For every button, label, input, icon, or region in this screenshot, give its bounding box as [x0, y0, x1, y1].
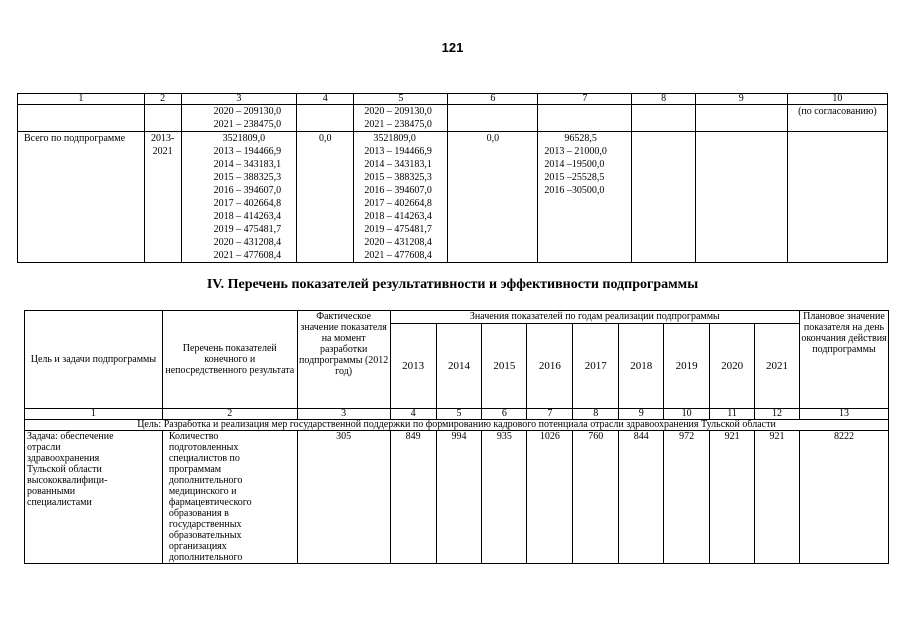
local-amount-cell: 0,0	[448, 132, 538, 263]
year-header: 2021	[755, 324, 800, 409]
total-label: Всего по подпрограмме	[18, 132, 145, 263]
year-header: 2020	[710, 324, 755, 409]
indicators-table	[24, 310, 889, 564]
year-header: 2016	[527, 324, 573, 409]
year-header: 2019	[664, 324, 710, 409]
year-header: 2015	[482, 324, 527, 409]
year-value: 921	[755, 431, 800, 564]
year-header: 2013	[390, 324, 436, 409]
values-by-year-header: Значения показателей по годам реализации подпрограммы	[390, 311, 799, 324]
col-number: 3	[181, 94, 297, 105]
year-header: 2018	[619, 324, 664, 409]
page-number: 121	[441, 40, 464, 55]
col-number: 6	[448, 94, 538, 105]
agreement-note: (по согласованию)	[787, 105, 887, 132]
planned-value: 8222	[799, 431, 888, 564]
planned-value-header: Плановое значение показателя на день окончания действия подпрограммы	[799, 311, 888, 409]
header-row	[25, 311, 889, 324]
indicators-header: Перечень показателей конечного и непосредственного результата	[162, 311, 297, 409]
extrabudget-amounts-cell: 96528,5 2013 – 21000,0 2014 –19500,0 2015 –25528,5 2016 –30500,0	[538, 132, 632, 263]
col-number: 7	[538, 94, 632, 105]
year-value: 994	[436, 431, 482, 564]
indicator-cell: Количество подготовленных специалистов по программам дополнительного медицинского и фармацевтического образования в государственных образовательных организациях дополнительного	[162, 431, 297, 564]
federal-amount-cell: 0,0	[297, 132, 354, 263]
col-number: 10	[787, 94, 887, 105]
col-number: 5	[354, 94, 448, 105]
year-value: 935	[482, 431, 527, 564]
task-cell: Задача: обеспечение отрасли здравоохранения Тульской области высококвалифици- рованными специалистами	[25, 431, 163, 564]
year-value: 844	[619, 431, 664, 564]
goal-text: Цель: Разработка и реализация мер государственной поддержки по формированию кадрового потенциала отрасли здравоохранения Тульской области	[25, 420, 889, 431]
column-number-row	[18, 94, 888, 105]
section-title: IV. Перечень показателей результативности и эффективности подпрограммы	[206, 277, 699, 292]
funding-table	[17, 93, 888, 263]
year-value: 921	[710, 431, 755, 564]
total-by-year-cell: 2020 – 209130,0 2021 – 238475,0	[181, 105, 297, 132]
year-value: 760	[573, 431, 619, 564]
goal-tasks-header: Цель и задачи подпрограммы	[25, 311, 163, 409]
table-row	[18, 132, 888, 263]
year-value: 849	[390, 431, 436, 564]
table-row	[18, 105, 888, 132]
total-amounts-cell: 3521809,0 2013 – 194466,9 2014 – 343183,1 2015 – 388325,3 2016 – 394607,0 2017 – 402664,8 2018 – 414263,4 2019 – 475481,7 2020 – 431208,4 2021 – 477608,4	[181, 132, 297, 263]
regional-amounts-cell: 3521809,0 2013 – 194466,9 2014 – 343183,1 2015 – 388325,3 2016 – 394607,0 2017 – 402664,8 2018 – 414263,4 2019 – 475481,7 2020 – 431208,4 2021 – 477608,4	[354, 132, 448, 263]
actual-value-header: Фактическое значение показателя на момент разработки подпрограммы (2012 год)	[297, 311, 390, 409]
col-number: 9	[695, 94, 787, 105]
budget-by-year-cell: 2020 – 209130,0 2021 – 238475,0	[354, 105, 448, 132]
col-number: 1	[18, 94, 145, 105]
table-row	[25, 431, 889, 564]
col-number: 4	[297, 94, 354, 105]
column-number-row: 1 2 3 4 5 6 7 8 9 10 11 12 13	[25, 409, 889, 420]
col-number: 8	[632, 94, 695, 105]
period-cell: 2013- 2021	[144, 132, 181, 263]
actual-value: 305	[297, 431, 390, 564]
year-value: 1026	[527, 431, 573, 564]
year-value: 972	[664, 431, 710, 564]
col-number: 2	[144, 94, 181, 105]
year-header: 2014	[436, 324, 482, 409]
goal-row	[25, 420, 889, 431]
year-header: 2017	[573, 324, 619, 409]
